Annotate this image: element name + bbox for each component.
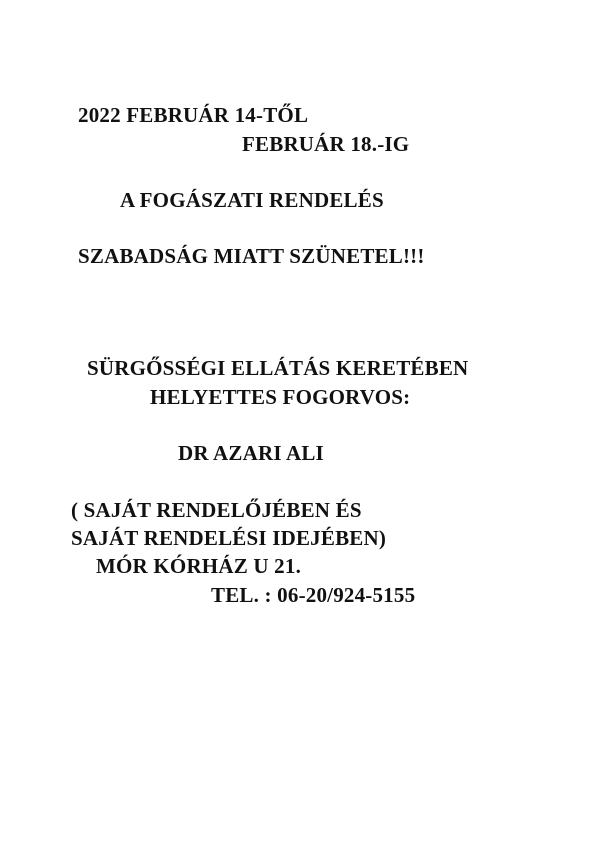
closure-heading-line1: A FOGÁSZATI RENDELÉS <box>120 188 384 212</box>
office-note-line2: SAJÁT RENDELÉSI IDEJÉBEN) <box>71 526 387 550</box>
address-line: MÓR KÓRHÁZ U 21. <box>96 554 302 578</box>
emergency-line1: SÜRGŐSSÉGI ELLÁTÁS KERETÉBEN <box>87 356 469 380</box>
emergency-line2: HELYETTES FOGORVOS: <box>150 385 411 409</box>
date-from-line: 2022 FEBRUÁR 14-TŐL <box>78 103 309 127</box>
office-note-line1: ( SAJÁT RENDELŐJÉBEN ÉS <box>71 498 362 522</box>
phone-line: TEL. : 06-20/924-5155 <box>211 583 416 607</box>
substitute-dentist-name: DR AZARI ALI <box>178 441 324 465</box>
date-to-line: FEBRUÁR 18.-IG <box>242 132 410 156</box>
closure-heading-line2: SZABADSÁG MIATT SZÜNETEL!!! <box>78 244 425 268</box>
